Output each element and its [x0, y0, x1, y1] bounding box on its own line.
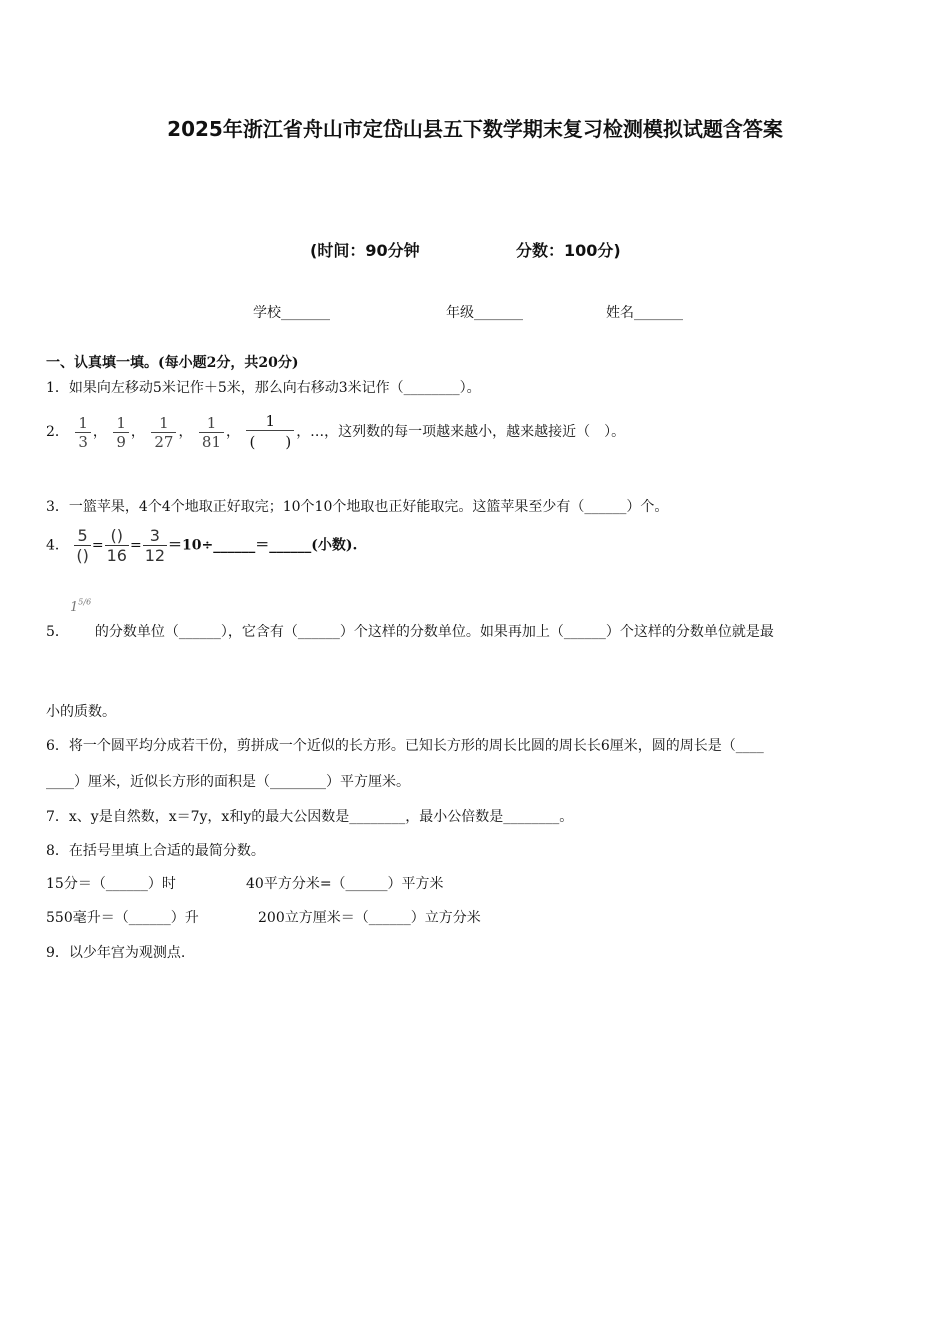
fraction-blank-16: () 16 — [106, 526, 127, 565]
name-field: 姓名_______ — [606, 305, 683, 321]
question-6-line-1: 6．将一个圆平均分成若干份，剪拼成一个近似的长方形。已知长方形的周长比圆的周长长6厘米，圆的周长是（____ — [46, 738, 764, 754]
question-2: 2． $\frac{1}{3}$ ， $\frac{1}{9}$ ， $\frac{1}{27}$ ， $\frac{1}{81}$ ， $\frac{1}{( )}$ ，…，这列数的每一项越来越小，越来越接近（ ）。 — [46, 412, 626, 451]
school-field: 学校_______ — [253, 305, 330, 321]
question-2-prefix: 2． — [46, 424, 69, 440]
question-3: 3．一篮苹果，4个4个地取正好取完；10个10个地取也正好能取完。这篮苹果至少有（______）个。 — [46, 499, 669, 515]
question-5 — [46, 621, 774, 641]
question-8-item-b: 40平方分米=（______）平方米 — [246, 876, 444, 892]
question-4-prefix: 4． — [46, 537, 69, 554]
fraction-1-81: $\frac{1}{81}$ — [199, 414, 224, 451]
question-2-suffix: ，…，这列数的每一项越来越小，越来越接近（ ）。 — [296, 424, 626, 440]
fraction-1-blank: $\frac{1}{( )}$ — [246, 412, 294, 452]
question-1: 1．如果向左移动5米记作＋5米，那么向右移动3米记作（________）。 — [46, 380, 481, 396]
question-9: 9．以少年宫为观测点. — [46, 945, 186, 961]
fraction-3-12: $\frac{3}{12}$ — [144, 526, 166, 565]
question-8-item-c: 550毫升＝（______）升 — [46, 910, 199, 926]
question-4-suffix: ＝10÷______＝______(小数). — [168, 537, 358, 554]
section-heading: 一、认真填一填。(每小题2分，共20分) — [46, 355, 299, 371]
question-6-line-2: ____）厘米，近似长方形的面积是（________）平方厘米。 — [46, 774, 410, 790]
question-7: 7．x、y是自然数，x＝7y，x和y的最大公因数是________，最小公倍数是________。 — [46, 809, 574, 825]
question-5-prefix: 5． — [46, 624, 69, 640]
score-info: 分数：100分) — [516, 241, 621, 260]
question-8-item-a: 15分＝（______）时 — [46, 876, 176, 892]
question-4: 4． 5 () = () 16 = $\frac{3}{12}$ ＝10÷______＝______(小数). — [46, 526, 358, 565]
question-5-continued: 小的质数。 — [46, 704, 116, 720]
question-8-item-d: 200立方厘米＝（______）立方分米 — [258, 910, 481, 926]
mixed-number: $1^{5/6}$ — [70, 597, 92, 615]
time-info: (时间：90分钟 — [310, 241, 420, 260]
question-5-text: 的分数单位（______），它含有（______）个这样的分数单位。如果再加上（______）个这样的分数单位就是最 — [94, 624, 774, 640]
grade-field: 年级_______ — [446, 305, 523, 321]
page-title: 2025年浙江省舟山市定岱山县五下数学期末复习检测模拟试题含答案 — [167, 117, 783, 141]
fraction-1-9: $\frac{1}{9}$ — [113, 414, 129, 451]
question-8: 8．在括号里填上合适的最简分数。 — [46, 843, 265, 859]
fraction-1-27: $\frac{1}{27}$ — [151, 414, 176, 451]
fraction-1-3: $\frac{1}{3}$ — [75, 414, 91, 451]
fraction-5-blank: 5 () — [76, 526, 89, 565]
